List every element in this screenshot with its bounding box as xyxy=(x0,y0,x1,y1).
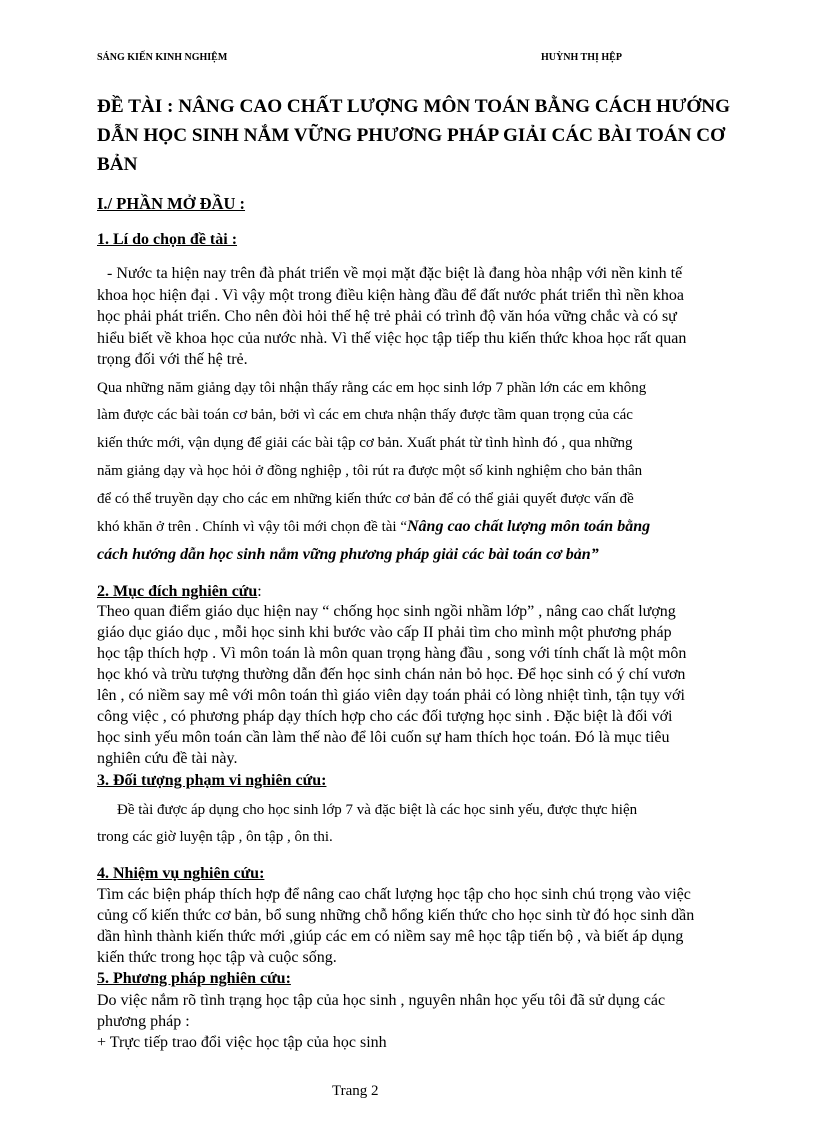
section-heading-2-label: 2. Mục đích nghiên cứu xyxy=(97,583,258,600)
paragraph-line: công việc , có phương pháp dạy thích hợp cho các đối tượng học sinh . Đặc biệt là đối với xyxy=(97,708,673,725)
paragraph-line: dần hình thành kiến thức mới ,giúp các em có niềm say mê học tập tiến bộ , và biết áp dụng xyxy=(97,928,684,945)
paragraph-line xyxy=(97,518,650,536)
paragraph-line: Đề tài được áp dụng cho học sinh lớp 7 và đặc biệt là các học sinh yếu, được thực hiện xyxy=(117,802,638,818)
paragraph-line: để có thể truyền dạy cho các em những kiến thức cơ bản để có thể giải quyết được vấn đề xyxy=(97,491,634,507)
paragraph-line: Do việc nắm rõ tình trạng học tập của học sinh , nguyên nhân học yếu tôi đã sử dụng các xyxy=(97,992,666,1009)
paragraph-line: Qua những năm giảng dạy tôi nhận thấy rằng các em học sinh lớp 7 phần lớn các em không xyxy=(97,380,647,396)
paragraph-line: nghiên cứu đề tài này. xyxy=(97,750,238,767)
paragraph-line: học phải phát triển. Cho nên đòi hỏi thế hệ trẻ phải có trình độ văn hóa vững chắc và có sự xyxy=(97,308,677,325)
paragraph-line: phương pháp : xyxy=(97,1013,190,1030)
section-heading-4: 4. Nhiệm vụ nghiên cứu: xyxy=(97,865,265,882)
heading-colon: : xyxy=(257,583,262,600)
topic-title-emphasis: cách hướng dẫn học sinh nắm vững phương pháp giải các bài toán cơ bản” xyxy=(97,546,599,563)
section-heading-3: 3. Đối tượng phạm vi nghiên cứu: xyxy=(97,772,327,789)
paragraph-line: + Trực tiếp trao đổi việc học tập của học sinh xyxy=(97,1034,387,1051)
paragraph-line: học sinh yếu môn toán cần làm thế nào để lôi cuốn sự ham thích học toán. Đó là mục tiêu xyxy=(97,729,670,746)
topic-title-emphasis: Nâng cao chất lượng môn toán bằng xyxy=(406,518,651,535)
paragraph-line: hiểu biết về khoa học của nước nhà. Vì thế việc học tập tiếp thu kiến thức khoa học rất quan xyxy=(97,330,687,347)
paragraph-line: củng cố kiến thức cơ bản, bổ sung những chỗ hổng kiến thức cho học sinh từ đó học sinh dần xyxy=(97,907,695,924)
paragraph-line: khoa học hiện đại . Vì vậy một trong điều kiện hàng đầu để đất nước phát triển thì nền khoa xyxy=(97,287,684,304)
header-left: SÁNG KIẾN KINH NGHIỆM xyxy=(97,52,228,63)
paragraph-line: giáo dục giáo dục , mỗi học sinh khi bước vào cấp II phải tìm cho mình một phương pháp xyxy=(97,624,672,641)
paragraph-line: học khó và trừu tượng thường dẫn đến học sinh chán nản bỏ học. Để học sinh có ý chí vươn xyxy=(97,666,686,683)
paragraph-line: Theo quan điểm giáo dục hiện nay “ chống học sinh ngồi nhầm lớp” , nâng cao chất lượng xyxy=(97,603,676,620)
paragraph-line: - Nước ta hiện nay trên đà phát triển về mọi mặt đặc biệt là đang hòa nhập với nền kinh tế xyxy=(107,265,683,282)
page-number: Trang 2 xyxy=(332,1083,379,1099)
header-right: HUỲNH THỊ HỆP xyxy=(541,52,622,63)
section-heading-1: 1. Lí do chọn đề tài : xyxy=(97,231,238,248)
paragraph-line: kiến thức mới, vận dụng để giải các bài tập cơ bản. Xuất phát từ tình hình đó , qua những xyxy=(97,435,633,451)
paragraph-line: năm giảng dạy và học hỏi ở đồng nghiệp , tôi rút ra được một số kinh nghiệm cho bản thân xyxy=(97,463,643,479)
paragraph-text: khó khăn ở trên . Chính vì vậy tôi mới chọn đề tài “ xyxy=(97,519,407,535)
paragraph-line: trọng đối với thế hệ trẻ. xyxy=(97,351,248,368)
paragraph-line: lên , có niềm say mê với môn toán thì giáo viên dạy toán phải có lòng nhiệt tình, tận tụy với xyxy=(97,687,685,704)
paragraph-line: trong các giờ luyện tập , ôn tập , ôn thi. xyxy=(97,829,333,845)
section-heading-5: 5. Phương pháp nghiên cứu: xyxy=(97,970,291,987)
paragraph-line: học tập thích hợp . Vì môn toán là môn quan trọng hàng đầu , song với tính chất là một môn xyxy=(97,645,687,662)
paragraph-line: kiến thức trong học tập và cuộc sống. xyxy=(97,949,337,966)
section-heading-2 xyxy=(97,583,262,601)
paragraph-line: Tìm các biện pháp thích hợp để nâng cao chất lượng học tập cho học sinh chú trọng vào việc xyxy=(97,886,691,903)
paragraph-line: làm được các bài toán cơ bản, bởi vì các em chưa nhận thấy được tầm quan trọng của các xyxy=(97,407,633,423)
document-title: ĐỀ TÀI : NÂNG CAO CHẤT LƯỢNG MÔN TOÁN BẰNG CÁCH HƯỚNG DẪN HỌC SINH NẮM VỮNG PHƯƠNG PHÁP GIẢI CÁC BÀI TOÁN CƠ BẢN xyxy=(97,96,731,175)
section-heading-intro: I./ PHẦN MỞ ĐẦU : xyxy=(97,194,246,213)
